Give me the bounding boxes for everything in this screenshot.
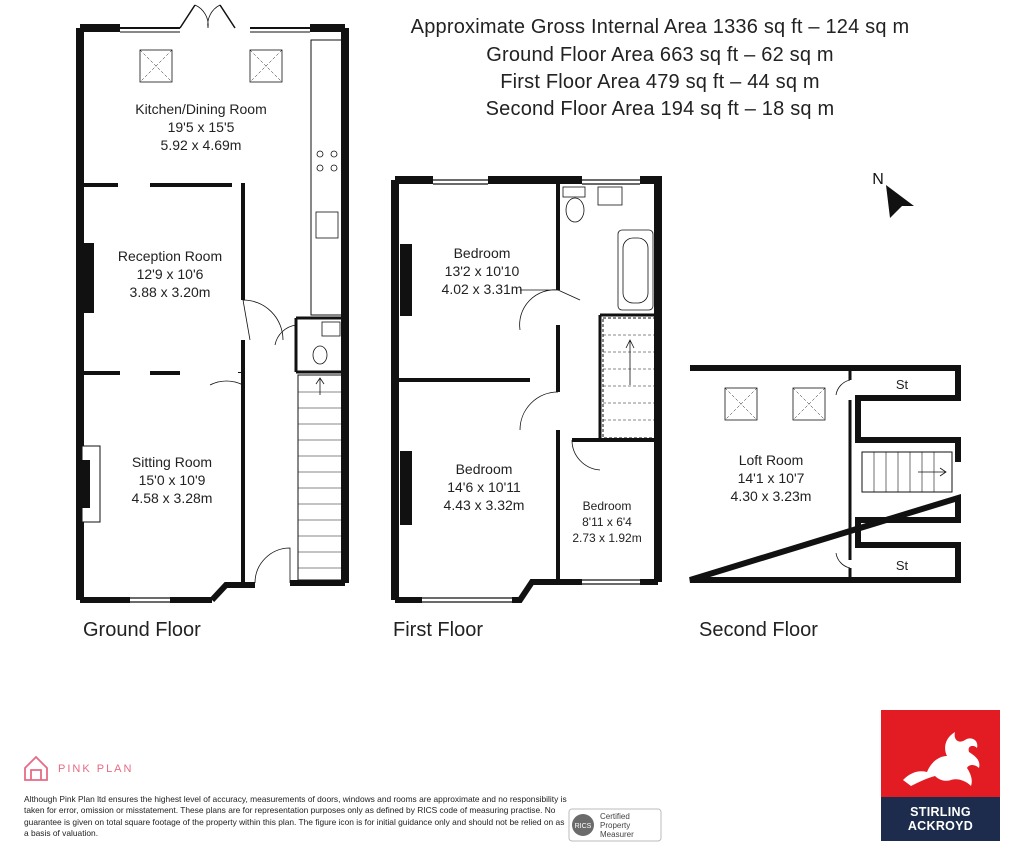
reception-room-name: Reception Room <box>117 248 223 264</box>
sitting-room-name: Sitting Room <box>131 454 213 470</box>
bedroom2-imperial: 14'6 x 10'11 <box>447 479 521 495</box>
kitchen-dining-room-imperial: 19'5 x 15'5 <box>167 119 235 135</box>
ground-floor-label: Ground Floor <box>83 619 201 641</box>
rics-mark: RICS <box>574 823 592 830</box>
kitchen-dining-room-metric: 5.92 x 4.69m <box>160 137 242 153</box>
agent-name <box>881 797 1000 841</box>
rics-line-2: Property <box>600 821 631 830</box>
first-floor-label: First Floor <box>393 619 483 641</box>
ground-area-text: Ground Floor Area 663 sq ft – 62 sq m <box>486 44 834 66</box>
second-area-text: Second Floor Area 194 sq ft – 18 sq m <box>485 98 835 120</box>
storage-label-bottom: St <box>895 558 909 573</box>
loft-room-metric: 4.30 x 3.23m <box>730 488 812 504</box>
kitchen-dining-room-name: Kitchen/Dining Room <box>135 101 267 117</box>
rics-line-3: Measurer <box>600 830 634 839</box>
second-floor-label: Second Floor <box>699 619 818 641</box>
compass-n-label: N <box>872 171 884 188</box>
rics-line-1: Certified <box>600 812 630 821</box>
agent-name-line-2: ACKROYD <box>907 819 974 833</box>
rics-certified-text <box>600 812 634 839</box>
sitting-room-metric: 4.58 x 3.28m <box>131 490 213 506</box>
agent-name-line-1: STIRLING <box>910 805 971 819</box>
bedroom1-imperial: 13'2 x 10'10 <box>444 263 520 279</box>
bedroom3-imperial: 8'11 x 6'4 <box>582 515 632 529</box>
bedroom2-metric: 4.43 x 3.32m <box>443 497 525 513</box>
ground-floor-plan <box>80 5 345 602</box>
bedroom3-metric: 2.73 x 1.92m <box>572 531 642 545</box>
sitting-room-imperial: 15'0 x 10'9 <box>138 472 206 488</box>
storage-label-top: St <box>895 377 909 392</box>
disclaimer-text: Although Pink Plan ltd ensures the highest level of accuracy, measurements of doors, windows and rooms are approximate and no responsibility is taken for error, omission or misstatement. These plans are for representation purposes only as defined by RICS code of measuring practise. No guarantee is given on total square footage of the property within this plan. The figure icon is for initial guidance only and should not be relied on as a basis of valuation. <box>24 794 567 839</box>
first-area-text: First Floor Area 479 sq ft – 44 sq m <box>500 71 820 93</box>
second-floor-plan <box>690 368 958 580</box>
bedroom1-metric: 4.02 x 3.31m <box>441 281 523 297</box>
loft-room-imperial: 14'1 x 10'7 <box>737 470 805 486</box>
pink-plan-brand: PINK PLAN <box>58 763 134 775</box>
reception-room-metric: 3.88 x 3.20m <box>129 284 211 300</box>
reception-room-imperial: 12'9 x 10'6 <box>136 266 204 282</box>
loft-room-name: Loft Room <box>738 452 804 468</box>
griffin-icon <box>881 710 1000 797</box>
north-compass-icon <box>872 171 914 218</box>
stirling-ackroyd-logo <box>881 710 1000 841</box>
bedroom1-name: Bedroom <box>453 245 511 261</box>
bedroom3-name: Bedroom <box>582 499 632 513</box>
bedroom2-name: Bedroom <box>455 461 513 477</box>
pink-plan-house-icon <box>25 757 47 780</box>
gross-area-text: Approximate Gross Internal Area 1336 sq ft – 124 sq m <box>410 16 910 38</box>
